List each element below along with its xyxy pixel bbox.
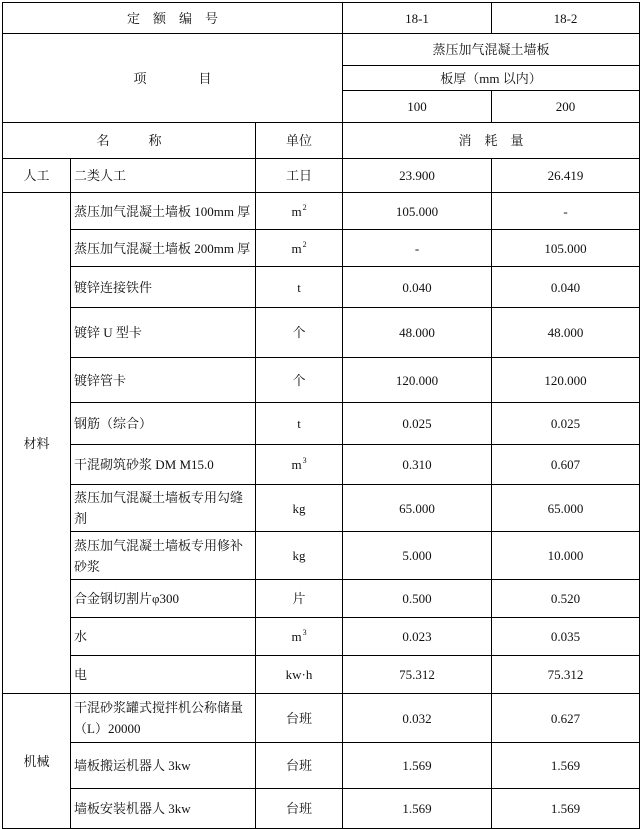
unit-superscript: 3 [302, 456, 307, 465]
row-name [71, 485, 256, 532]
row-unit: 片 [256, 580, 343, 618]
code-row [3, 3, 640, 34]
row-value-18-2: 65.000 [492, 485, 640, 532]
row-name: 钢筋（综合） [71, 403, 256, 445]
unit-base: m [291, 240, 302, 256]
table-row [3, 656, 640, 694]
row-unit [256, 230, 343, 267]
table-row [3, 267, 640, 308]
row-name: 干混砌筑砂浆 DM M15.0 [71, 445, 256, 485]
code-label: 定 额 编 号 [3, 3, 343, 34]
row-value-18-2: 75.312 [492, 656, 640, 694]
table-row [3, 580, 640, 618]
row-value-18-1: 0.310 [343, 445, 492, 485]
table-row [3, 193, 640, 230]
table-row [3, 403, 640, 445]
row-name: 镀锌 U 型卡 [71, 308, 256, 358]
row-value-18-1: 0.023 [343, 618, 492, 656]
unit-base: m [291, 203, 302, 219]
row-name [71, 532, 256, 580]
product-name: 蒸压加气混凝土墙板 [343, 34, 640, 66]
row-value-18-1: 0.025 [343, 403, 492, 445]
table-row [3, 445, 640, 485]
row-unit: 工日 [256, 159, 343, 193]
unit-superscript: 3 [302, 628, 307, 637]
row-value-18-2: 0.627 [492, 694, 640, 743]
name-column-header: 名 称 [3, 123, 256, 159]
row-unit: 台班 [256, 694, 343, 743]
row-unit: t [256, 403, 343, 445]
row-value-18-1: 23.900 [343, 159, 492, 193]
row-unit: t [256, 267, 343, 308]
row-name: 墙板安装机器人 3kw [71, 789, 256, 829]
row-unit [256, 445, 343, 485]
row-value-18-1: 0.500 [343, 580, 492, 618]
code-18-2: 18-2 [492, 3, 640, 34]
group-material: 材料 [3, 193, 71, 694]
row-value-18-1: 1.569 [343, 743, 492, 789]
table-row [3, 485, 640, 532]
table-row [3, 789, 640, 829]
row-name-line-1: 蒸压加气混凝土墙板专用勾缝 [74, 490, 244, 505]
row-value-18-1: - [343, 230, 492, 267]
row-unit: kw·h [256, 656, 343, 694]
row-unit [256, 618, 343, 656]
table-row [3, 358, 640, 403]
row-name: 墙板搬运机器人 3kw [71, 743, 256, 789]
table-row [3, 694, 640, 743]
row-unit: 个 [256, 308, 343, 358]
row-value-18-1: 65.000 [343, 485, 492, 532]
row-value-18-2: 0.025 [492, 403, 640, 445]
row-name: 合金钢切割片φ300 [71, 580, 256, 618]
product-row [3, 34, 640, 66]
row-unit: 台班 [256, 743, 343, 789]
row-name [71, 694, 256, 743]
unit-base: m [291, 629, 302, 644]
unit-column-header: 单位 [256, 123, 343, 159]
row-value-18-1: 0.032 [343, 694, 492, 743]
thickness-100: 100 [343, 91, 492, 123]
row-value-18-1: 0.040 [343, 267, 492, 308]
row-value-18-1: 48.000 [343, 308, 492, 358]
row-name: 蒸压加气混凝土墙板 200mm 厚 [71, 230, 256, 267]
row-value-18-2: 120.000 [492, 358, 640, 403]
row-unit: kg [256, 532, 343, 580]
row-value-18-2: 48.000 [492, 308, 640, 358]
unit-superscript: 2 [302, 202, 307, 212]
row-name-line-1: 蒸压加气混凝土墙板专用修补 [74, 537, 244, 553]
row-name-line-2: 剂 [74, 511, 88, 526]
row-value-18-2: - [492, 193, 640, 230]
group-labor: 人工 [3, 159, 71, 193]
row-value-18-2: 0.520 [492, 580, 640, 618]
unit-base: m [291, 457, 302, 472]
table-row [3, 532, 640, 580]
row-unit: kg [256, 485, 343, 532]
row-unit: 台班 [256, 789, 343, 829]
row-value-18-1: 1.569 [343, 789, 492, 829]
table-row [3, 308, 640, 358]
row-value-18-1: 105.000 [343, 193, 492, 230]
table-row [3, 743, 640, 789]
row-unit [256, 193, 343, 230]
row-value-18-1: 120.000 [343, 358, 492, 403]
thickness-label: 板厚（mm 以内） [343, 66, 640, 91]
group-machinery: 机械 [3, 694, 71, 829]
column-header-row [3, 123, 640, 159]
row-name: 蒸压加气混凝土墙板 100mm 厚 [71, 193, 256, 230]
row-value-18-1: 75.312 [343, 656, 492, 694]
table-row [3, 230, 640, 267]
row-name: 水 [71, 618, 256, 656]
table-row [3, 159, 640, 193]
unit-superscript: 2 [302, 239, 307, 249]
quota-table [2, 2, 640, 829]
row-value-18-1: 5.000 [343, 532, 492, 580]
consumption-column-header: 消 耗 量 [343, 123, 640, 159]
row-value-18-2: 10.000 [492, 532, 640, 580]
row-name: 电 [71, 656, 256, 694]
row-value-18-2: 1.569 [492, 743, 640, 789]
code-18-1: 18-1 [343, 3, 492, 34]
row-unit: 个 [256, 358, 343, 403]
row-name: 镀锌连接铁件 [71, 267, 256, 308]
row-value-18-2: 105.000 [492, 230, 640, 267]
table-row [3, 618, 640, 656]
row-value-18-2: 0.607 [492, 445, 640, 485]
row-name: 镀锌管卡 [71, 358, 256, 403]
row-value-18-2: 0.040 [492, 267, 640, 308]
row-value-18-2: 26.419 [492, 159, 640, 193]
thickness-200: 200 [492, 91, 640, 123]
row-name-line-2: （L）20000 [74, 721, 141, 736]
row-value-18-2: 1.569 [492, 789, 640, 829]
row-name: 二类人工 [71, 159, 256, 193]
row-value-18-2: 0.035 [492, 618, 640, 656]
row-name-line-1: 干混砂浆罐式搅拌机公称储量 [74, 700, 244, 715]
row-name-line-2: 砂浆 [74, 558, 101, 574]
item-label: 项 目 [3, 34, 343, 123]
